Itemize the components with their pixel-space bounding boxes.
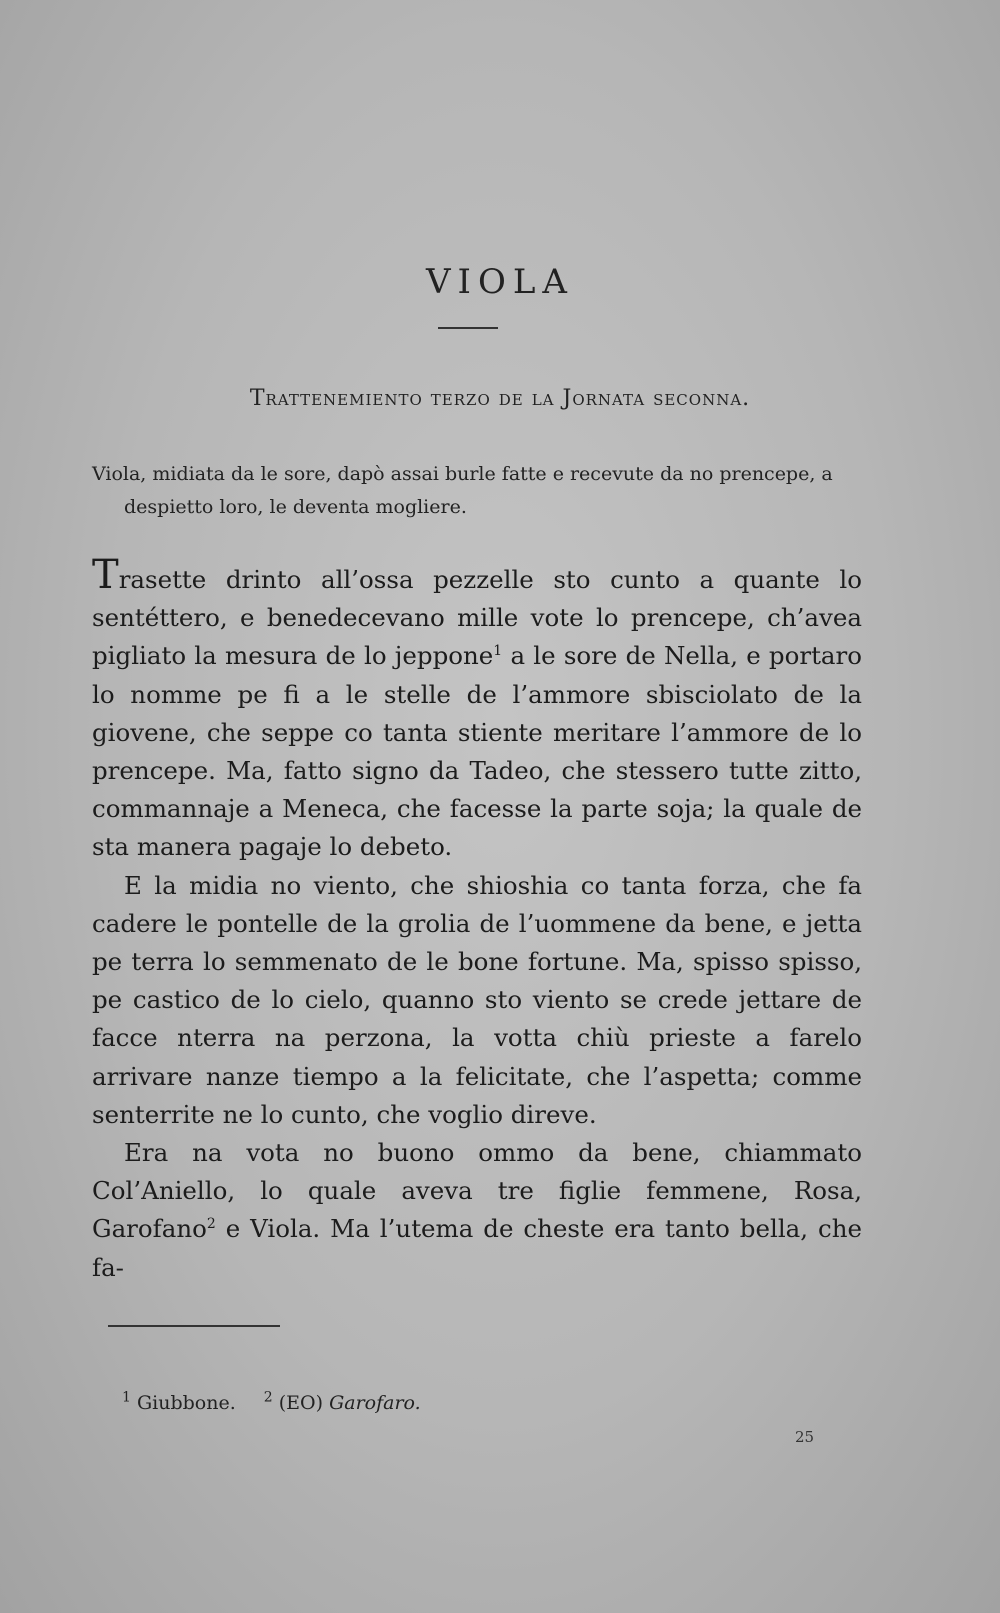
chapter-summary: Viola, midiata da le sore, dapò assai burle fatte e recevute da no prencepe, a despietto loro, le deventa mogliere.	[92, 463, 833, 518]
paragraph-3-text-b: e Viola. Ma l’utema de cheste era tanto bella, che fa-	[92, 1214, 862, 1282]
footnote-1	[122, 1389, 236, 1414]
paragraph-1-text-b: a le sore de Nella, e portaro lo nomme pe fi a le stelle de l’ammore sbisciolato de la giovene, che seppe co tanta stiente meritare l’ammore de lo prencepe. Ma, fatto signo da Tadeo, che stessero tutte zitto, commannaje a Meneca, che facesse la parte soja; la quale de sta manera pagaje lo debeto.	[92, 641, 862, 862]
footnote-2-text: (EO)	[272, 1392, 330, 1414]
footnote-2-marker: 2	[263, 1389, 273, 1406]
drop-cap: T	[92, 552, 119, 598]
paragraph-1-text-a: rasette drinto all’ossa pezzelle sto cunto a quante lo sentéttero, e benedecevano mille vote lo prencepe, ch’avea pigliato la mesura de lo jeppone	[92, 565, 862, 671]
footnote-1-marker: 1	[122, 1389, 131, 1406]
footnote-ref-1: 1	[493, 643, 503, 660]
footnote-ref-2: 2	[206, 1216, 216, 1233]
paragraph-3	[92, 1134, 862, 1287]
paragraph-2: E la midia no viento, che shioshia co tanta forza, che fa cadere le pontelle de la grolia de l’uommene da bene, e jetta pe terra lo semmenato de le bone fortune. Ma, spisso spisso, pe castico de lo cielo, quanno sto viento se crede jettare de facce nterra na perzona, la votta chiù prieste a farelo arrivare nanze tiempo a la felicitate, che l’aspetta; comme senterrite ne lo cunto, che voglio direve.	[92, 870, 862, 1129]
footnotes	[122, 1389, 443, 1414]
page-number: 25	[795, 1428, 815, 1446]
paragraph-1	[92, 552, 862, 867]
chapter-subtitle: Trattenemiento terzo de la Jornata seconna.	[249, 386, 751, 411]
footnote-2	[263, 1389, 421, 1414]
footnote-rule	[108, 1325, 280, 1327]
title-rule	[438, 327, 498, 329]
chapter-title: VIOLA	[426, 262, 574, 302]
paragraph-3-text-a: Era na vota no buono ommo da bene, chiammato Col’Aniello, lo quale aveva tre figlie femmene, Rosa, Garofano	[92, 1138, 862, 1244]
body-text	[92, 552, 862, 1287]
footnote-2-italic: Garofaro.	[329, 1392, 421, 1414]
footnote-1-text: Giubbone.	[130, 1392, 236, 1414]
